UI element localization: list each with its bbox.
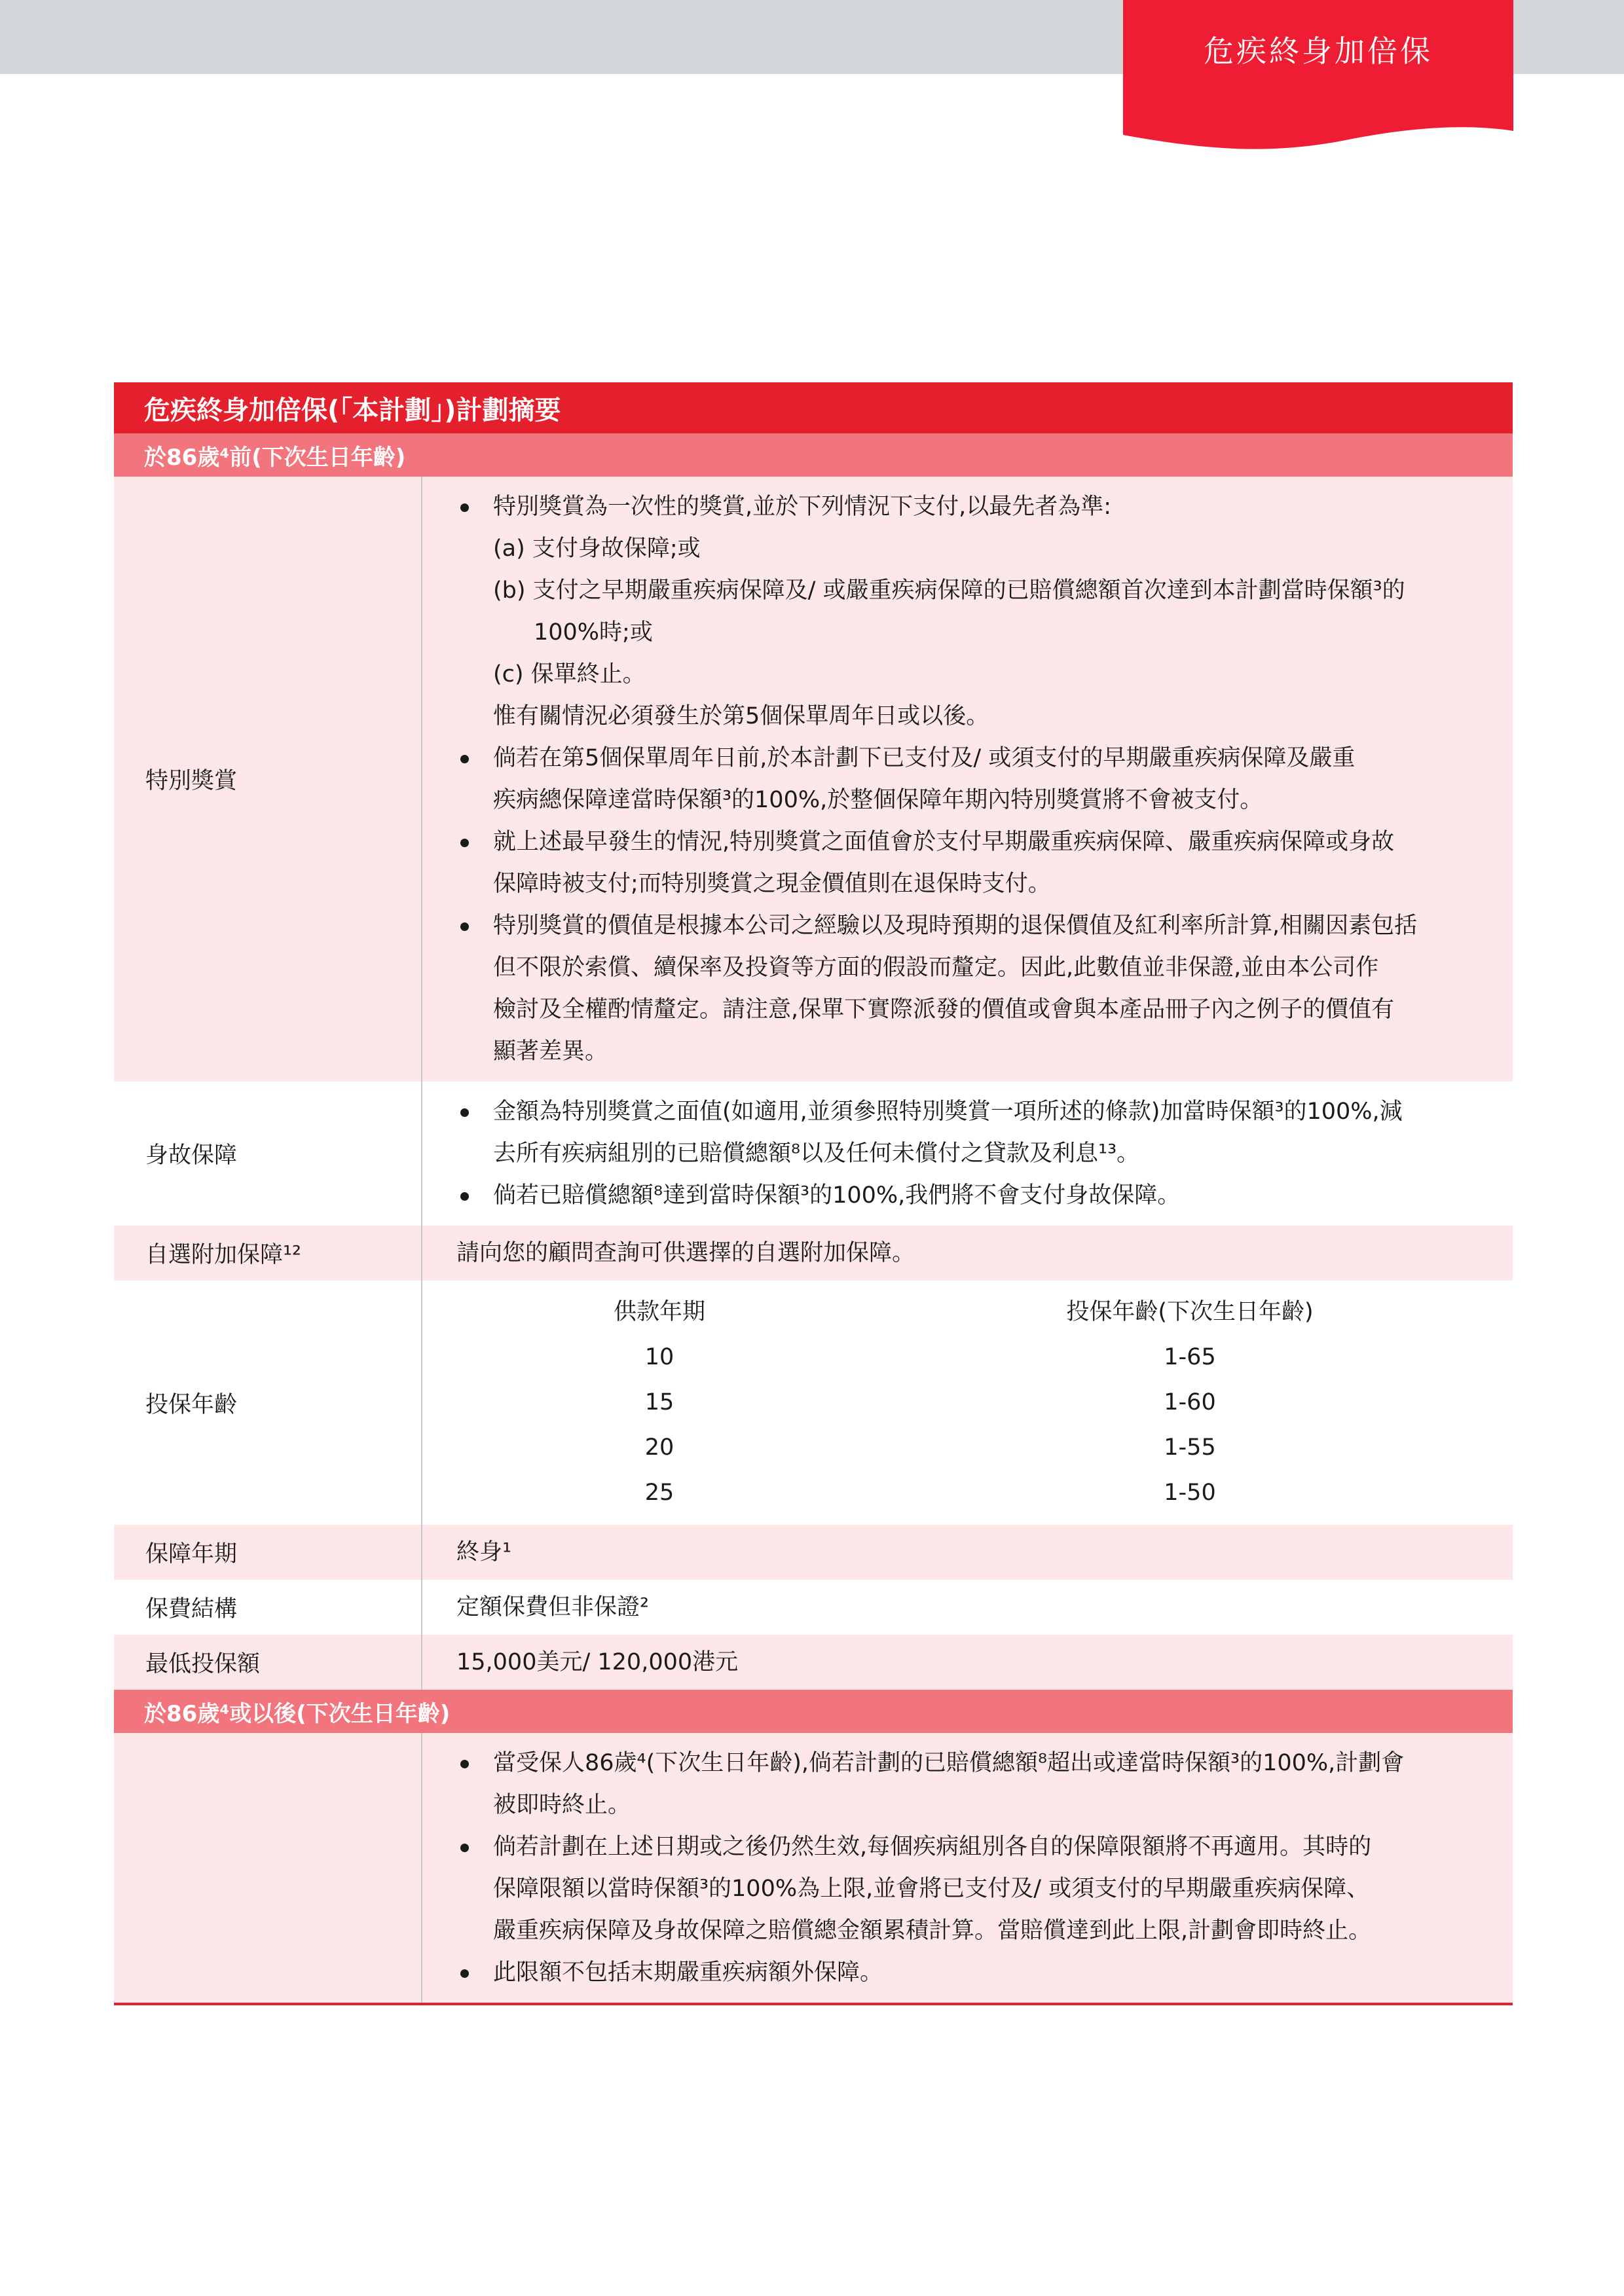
- row-premium-structure: [114, 1580, 1513, 1635]
- text-line: 特別獎賞的價值是根據本公司之經驗以及現時預期的退保價值及紅利率所計算,相關因素包括: [493, 913, 1418, 939]
- table-cell: 1-50: [1164, 1480, 1216, 1506]
- list-item: [456, 1826, 1486, 1952]
- brand-ribbon: [1123, 0, 1513, 152]
- list-item: (c) 保單終止。: [493, 661, 646, 687]
- list-item: 特別獎賞為一次性的獎賞,並於下列情況下支付,以最先者為準:: [456, 486, 1486, 528]
- label-benefit-term: 保障年期: [114, 1525, 422, 1580]
- row-after-86: [114, 1733, 1513, 2003]
- product-name-label: 危疾終身加倍保: [1204, 33, 1433, 69]
- list-item: [456, 1091, 1486, 1175]
- value-benefit-term: 終身¹: [456, 1539, 512, 1565]
- row-min-sum-insured: [114, 1635, 1513, 1690]
- table-cell: 1-55: [1164, 1434, 1216, 1461]
- value-min-sum-insured: 15,000美元/ 120,000港元: [456, 1649, 739, 1675]
- list-item: [456, 737, 1486, 821]
- list-item: [456, 905, 1486, 1072]
- section-before-86: 於86歲⁴前(下次生日年齡): [114, 433, 1513, 477]
- list-item: 100%時;或: [534, 619, 653, 646]
- row-benefit-term: [114, 1525, 1513, 1580]
- column-header: 投保年齡(下次生日年齡): [1066, 1299, 1314, 1325]
- row-issue-age: [114, 1281, 1513, 1525]
- label-min-sum-insured: 最低投保額: [114, 1635, 422, 1690]
- label-special-bonus: 特別獎賞: [114, 477, 422, 1082]
- value-after-86: [422, 1733, 1513, 2003]
- text-line: 但不限於索償、續保率及投資等方面的假設而釐定。因此,此數值並非保證,並由本公司作: [493, 955, 1379, 981]
- value-optional-rider: 請向您的顧問查詢可供選擇的自選附加保障。: [456, 1240, 915, 1266]
- text-line: 金額為特別獎賞之面值(如適用,並須參照特別獎賞一項所述的條款)加當時保額³的100%,減: [493, 1099, 1403, 1125]
- value-special-bonus: [422, 477, 1513, 1082]
- table-cell: 1-65: [1164, 1344, 1216, 1370]
- table-cell: 10: [644, 1344, 674, 1370]
- list-item: [456, 1742, 1486, 1826]
- text-line: 顯著差異。: [493, 1038, 608, 1065]
- section-after-86: 於86歲⁴或以後(下次生日年齡): [114, 1690, 1513, 1733]
- text-line: 當受保人86歲⁴(下次生日年齡),倘若計劃的已賠償總額⁸超出或達當時保額³的100%,計劃會: [493, 1750, 1405, 1776]
- issue-age-table: [456, 1290, 1517, 1516]
- value-premium-structure: 定額保費但非保證²: [456, 1594, 650, 1620]
- text-line: 檢討及全權酌情釐定。請注意,保單下實際派發的價值或會與本產品冊子內之例子的價值有: [493, 996, 1395, 1023]
- list-item: 此限額不包括末期嚴重疾病額外保障。: [456, 1952, 1486, 1994]
- label-optional-rider: 自選附加保障¹²: [114, 1226, 422, 1281]
- note-text: 惟有關情況必須發生於第5個保單周年日或以後。: [493, 703, 989, 729]
- text-line: 保障限額以當時保額³的100%為上限,並會將已支付及/ 或須支付的早期嚴重疾病保障、: [493, 1876, 1370, 1902]
- table-cell: 25: [644, 1480, 674, 1506]
- list-item: [456, 821, 1486, 905]
- text-line: 被即時終止。: [493, 1792, 631, 1818]
- label-after-86: [114, 1733, 422, 2003]
- text-line: 就上述最早發生的情況,特別獎賞之面值會於支付早期嚴重疾病保障、嚴重疾病保障或身故: [493, 829, 1395, 855]
- list-item: (b) 支付之早期嚴重疾病保障及/ 或嚴重疾病保障的已賠償總額首次達到本計劃當時保額³的: [493, 577, 1405, 604]
- text-line: 保障時被支付;而特別獎賞之現金價值則在退保時支付。: [493, 871, 1051, 897]
- text-line: 去所有疾病組別的已賠償總額⁸以及任何未償付之貸款及利息¹³。: [493, 1140, 1140, 1167]
- text-line: 嚴重疾病保障及身故保障之賠償總金額累積計算。當賠償達到此上限,計劃會即時終止。: [493, 1918, 1372, 1944]
- value-death-benefit: [422, 1082, 1513, 1226]
- plan-summary-table: [114, 382, 1513, 2005]
- row-death-benefit: [114, 1082, 1513, 1226]
- list-item: 倘若已賠償總額⁸達到當時保額³的100%,我們將不會支付身故保障。: [456, 1175, 1486, 1216]
- table-cell: 20: [644, 1434, 674, 1461]
- value-issue-age: [422, 1281, 1543, 1525]
- table-cell: 15: [644, 1389, 674, 1415]
- label-premium-structure: 保費結構: [114, 1580, 422, 1635]
- table-cell: 1-60: [1164, 1389, 1216, 1415]
- row-special-bonus: [114, 477, 1513, 1082]
- column-header: 供款年期: [613, 1299, 705, 1325]
- text-line: 倘若計劃在上述日期或之後仍然生效,每個疾病組別各自的保障限額將不再適用。其時的: [493, 1834, 1372, 1860]
- row-optional-rider: [114, 1226, 1513, 1281]
- list-item: (a) 支付身故保障;或: [493, 536, 701, 562]
- summary-title: 危疾終身加倍保(「本計劃」)計劃摘要: [114, 382, 1513, 433]
- text-line: 倘若在第5個保單周年日前,於本計劃下已支付及/ 或須支付的早期嚴重疾病保障及嚴重: [493, 745, 1356, 771]
- label-death-benefit: 身故保障: [114, 1082, 422, 1226]
- label-issue-age: 投保年齡: [114, 1281, 422, 1525]
- text-line: 疾病總保障達當時保額³的100%,於整個保障年期內特別獎賞將不會被支付。: [493, 787, 1263, 813]
